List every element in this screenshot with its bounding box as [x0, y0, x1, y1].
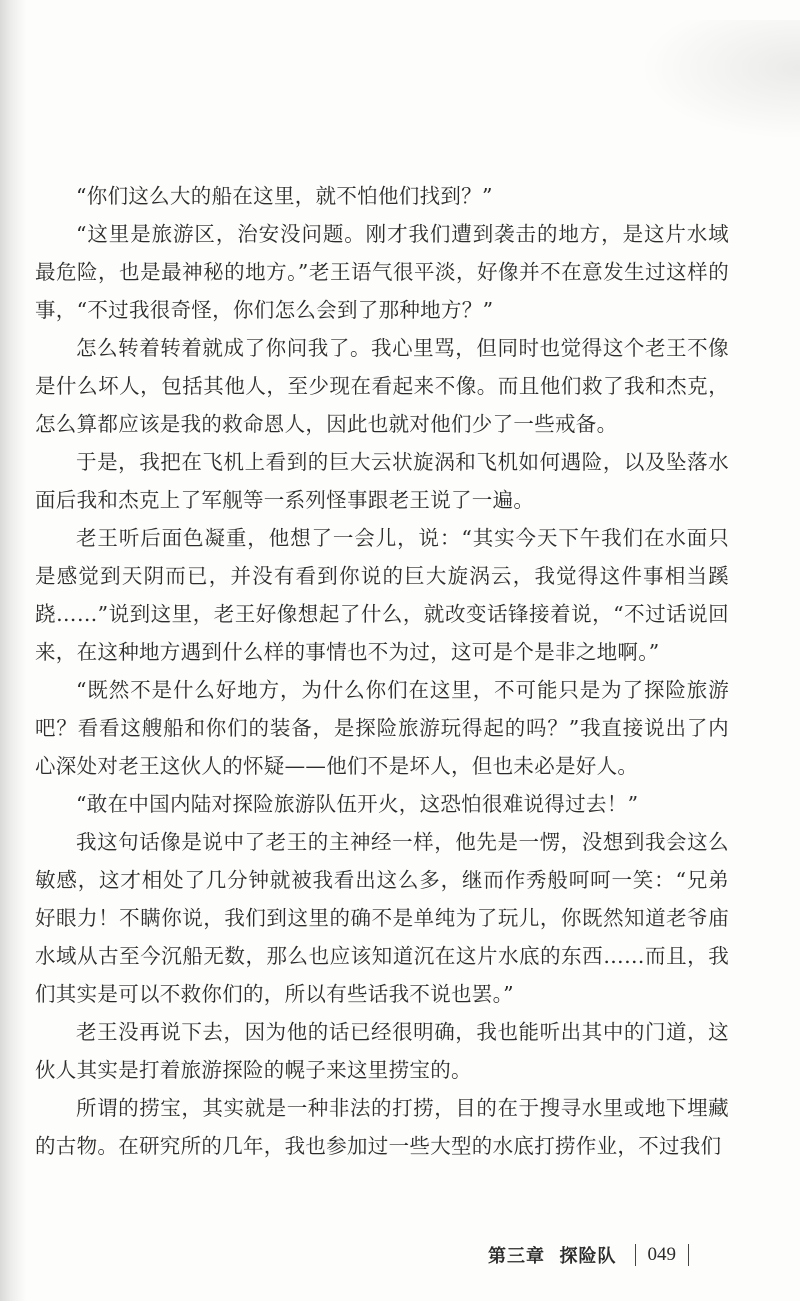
page-number: 049 [647, 1244, 677, 1265]
paragraph-4: 于是，我把在飞机上看到的巨大云状旋涡和飞机如何遇险，以及坠落水面后我和杰克上了军舰等一系列怪事跟老王说了一遍。 [35, 450, 729, 512]
paragraph-10: 所谓的捞宝，其实就是一种非法的打捞，目的在于搜寻水里或地下埋藏的古物。在研究所的几年，我也参加过一些大型的水底打捞作业，不过我们 [35, 1096, 729, 1158]
footer-divider-left [635, 1244, 636, 1266]
paragraph-5: 老王听后面色凝重，他想了一会儿，说：“其实今天下午我们在水面只是感觉到天阴而已，并没有看到你说的巨大旋涡云，我觉得这件事相当蹊跷……”说到这里，老王好像想起了什么，就改变话锋接着说，“不过话说回来，在这种地方遇到什么样的事情也不为过，这可是个是非之地啊。” [35, 526, 729, 664]
paragraph-7: “敢在中国内陆对探险旅游队伍开火，这恐怕很难说得过去！” [76, 792, 639, 816]
paragraph-1: “你们这么大的船在这里，就不怕他们找到？” [76, 184, 493, 208]
page-footer [488, 1239, 689, 1271]
book-body-text [35, 177, 729, 1165]
paragraph-2: “这里是旅游区，治安没问题。刚才我们遭到袭击的地方，是这片水域最危险，也是最神秘的地方。”老王语气很平淡，好像并不在意发生过这样的事，“不过我很奇怪，你们怎么会到了那种地方？” [35, 222, 729, 322]
scan-smudge [640, 20, 800, 140]
paragraph-9: 老王没再说下去，因为他的话已经很明确，我也能听出其中的门道，这伙人其实是打着旅游探险的幌子来这里捞宝的。 [35, 1020, 729, 1082]
chapter-title: 第三章 探险队 [488, 1246, 617, 1267]
page-gutter-shadow [0, 0, 26, 1301]
paragraph-3: 怎么转着转着就成了你问我了。我心里骂，但同时也觉得这个老王不像是什么坏人，包括其他人，至少现在看起来不像。而且他们救了我和杰克，怎么算都应该是我的救命恩人，因此也就对他们少了一些戒备。 [35, 336, 729, 436]
paragraph-6: “既然不是什么好地方，为什么你们在这里，不可能只是为了探险旅游吧？看看这艘船和你们的装备，是探险旅游玩得起的吗？”我直接说出了内心深处对老王这伙人的怀疑——他们不是坏人，但也未必是好人。 [35, 678, 729, 778]
paragraph-8: 我这句话像是说中了老王的主神经一样，他先是一愣，没想到我会这么敏感，这才相处了几分钟就被我看出这么多，继而作秀般呵呵一笑：“兄弟好眼力！不瞒你说，我们到这里的确不是单纯为了玩儿，你既然知道老爷庙水域从古至今沉船无数，那么也应该知道沉在这片水底的东西……而且，我们其实是可以不救你们的，所以有些话我不说也罢。” [35, 830, 729, 1006]
footer-divider-right [688, 1244, 689, 1266]
